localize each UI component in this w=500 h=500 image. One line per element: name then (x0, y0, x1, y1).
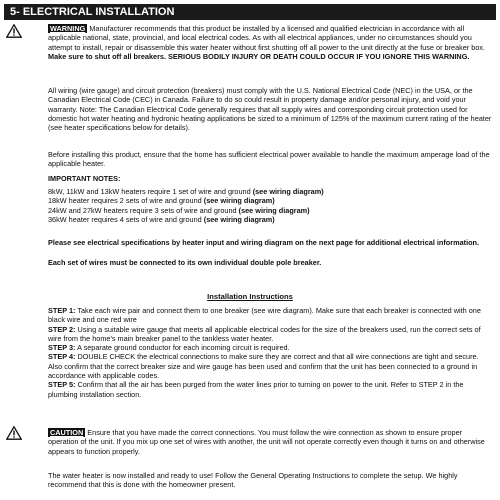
each-set-paragraph: Each set of wires must be connected to its own individual double pole breaker. (48, 258, 322, 267)
caution-label: CAUTION (50, 428, 84, 437)
caution-text: Ensure that you have made the correct connections. You must follow the wire connection as shown to ensure proper operation of the unit. If you mix up one set of wires with another, the unit will not operate correctly even though it turns on and otherwise appears to function properly. (48, 428, 485, 456)
warning-bold-tail-2: SERIOUS BODILY INJURY OR DEATH COULD OCCUR IF YOU IGNORE THIS WARNING. (168, 51, 470, 61)
note-item: 24kW and 27kW heaters require 3 sets of wire and ground (see wiring diagram) (48, 205, 310, 215)
step-item: STEP 3: A separate ground conductor for each incoming circuit is required. (48, 343, 290, 353)
note-item: 36kW heater requires 4 sets of wire and ground (see wiring diagram) (48, 214, 275, 224)
section-header: 5- ELECTRICAL INSTALLATION (4, 4, 496, 20)
before-install-paragraph: Before installing this product, ensure that the home has sufficient electrical power available to handle the maximum amperage load of the applicable heater. (48, 150, 490, 169)
note-item: 8kW, 11kW and 13kW heaters require 1 set of wire and ground (see wiring diagram) (48, 187, 324, 196)
caution-paragraph (48, 428, 494, 456)
step-item: STEP 4: DOUBLE CHECK the electrical connections to make sure they are correct and that all wire connections are tight and secure. Also confirm that the correct breaker size and wire gauge has been used and confirm that the unit has been connected to a ground in accordance with applicable codes. (48, 352, 479, 381)
step-item: STEP 1: Take each wire pair and connect them to one breaker (see wire diagram). Make sure that each breaker is connected with one black wire and one red wire (48, 306, 481, 325)
important-notes-title: IMPORTANT NOTES: (48, 174, 121, 183)
final-paragraph: The water heater is now installed and ready to use! Follow the General Operating Instructions to complete the setup. We highly recommend that this is done with the homeowner present. (48, 471, 458, 490)
warning-paragraph (48, 24, 494, 61)
note-item: 18kW heater requires 2 sets of wire and ground (see wiring diagram) (48, 196, 275, 206)
warning-label: WARNING (50, 24, 86, 33)
warning-icon (6, 24, 22, 38)
important-notes-list (48, 187, 494, 224)
wiring-paragraph: All wiring (wire gauge) and circuit protection (breakers) must comply with the U.S. National Electrical Code (NEC) in the USA, or the Canadian Electrical Code (CEC) in Canada. Failure to do so could result in property damage and/or personal injury, and void your warranty. Note: The Canadian Electrical Code generally requires that all supply wires and corresponding circuit protection used for domestic hot water heating and hydronic heating applications be sized to a minimum of 125% of the maximum current rating of the heater (see heater specifications below for details). (48, 86, 492, 133)
warning-bold-tail-1: Make sure to shut off all breakers. (48, 51, 167, 61)
warning-text: Manufacturer recommends that this product be installed by a licensed and qualified electrician in accordance with all applicable national, state, provincial, and local electrical codes. As with all electrical appliances, under no circumstances should you attempt to install, repair or disassemble this water heater without first shutting off all power to the unit directly at the fuse or breaker box. (48, 24, 486, 52)
step-item: STEP 5: Confirm that all the air has been purged from the water lines prior to turning on power to the unit. Refer to STEP 2 in the plumbing installation section. (48, 380, 464, 399)
caution-icon (6, 426, 22, 440)
installation-instructions-title: Installation Instructions (207, 292, 293, 301)
steps-list (48, 306, 494, 399)
please-see-paragraph: Please see electrical specifications by heater input and wiring diagram on the next page for additional electrical information. (48, 238, 480, 247)
step-item: STEP 2: Using a suitable wire gauge that meets all applicable electrical codes for the size of the breakers used, run the correct sets of wire from the home's main breaker panel to the tankless water heater. (48, 324, 481, 343)
